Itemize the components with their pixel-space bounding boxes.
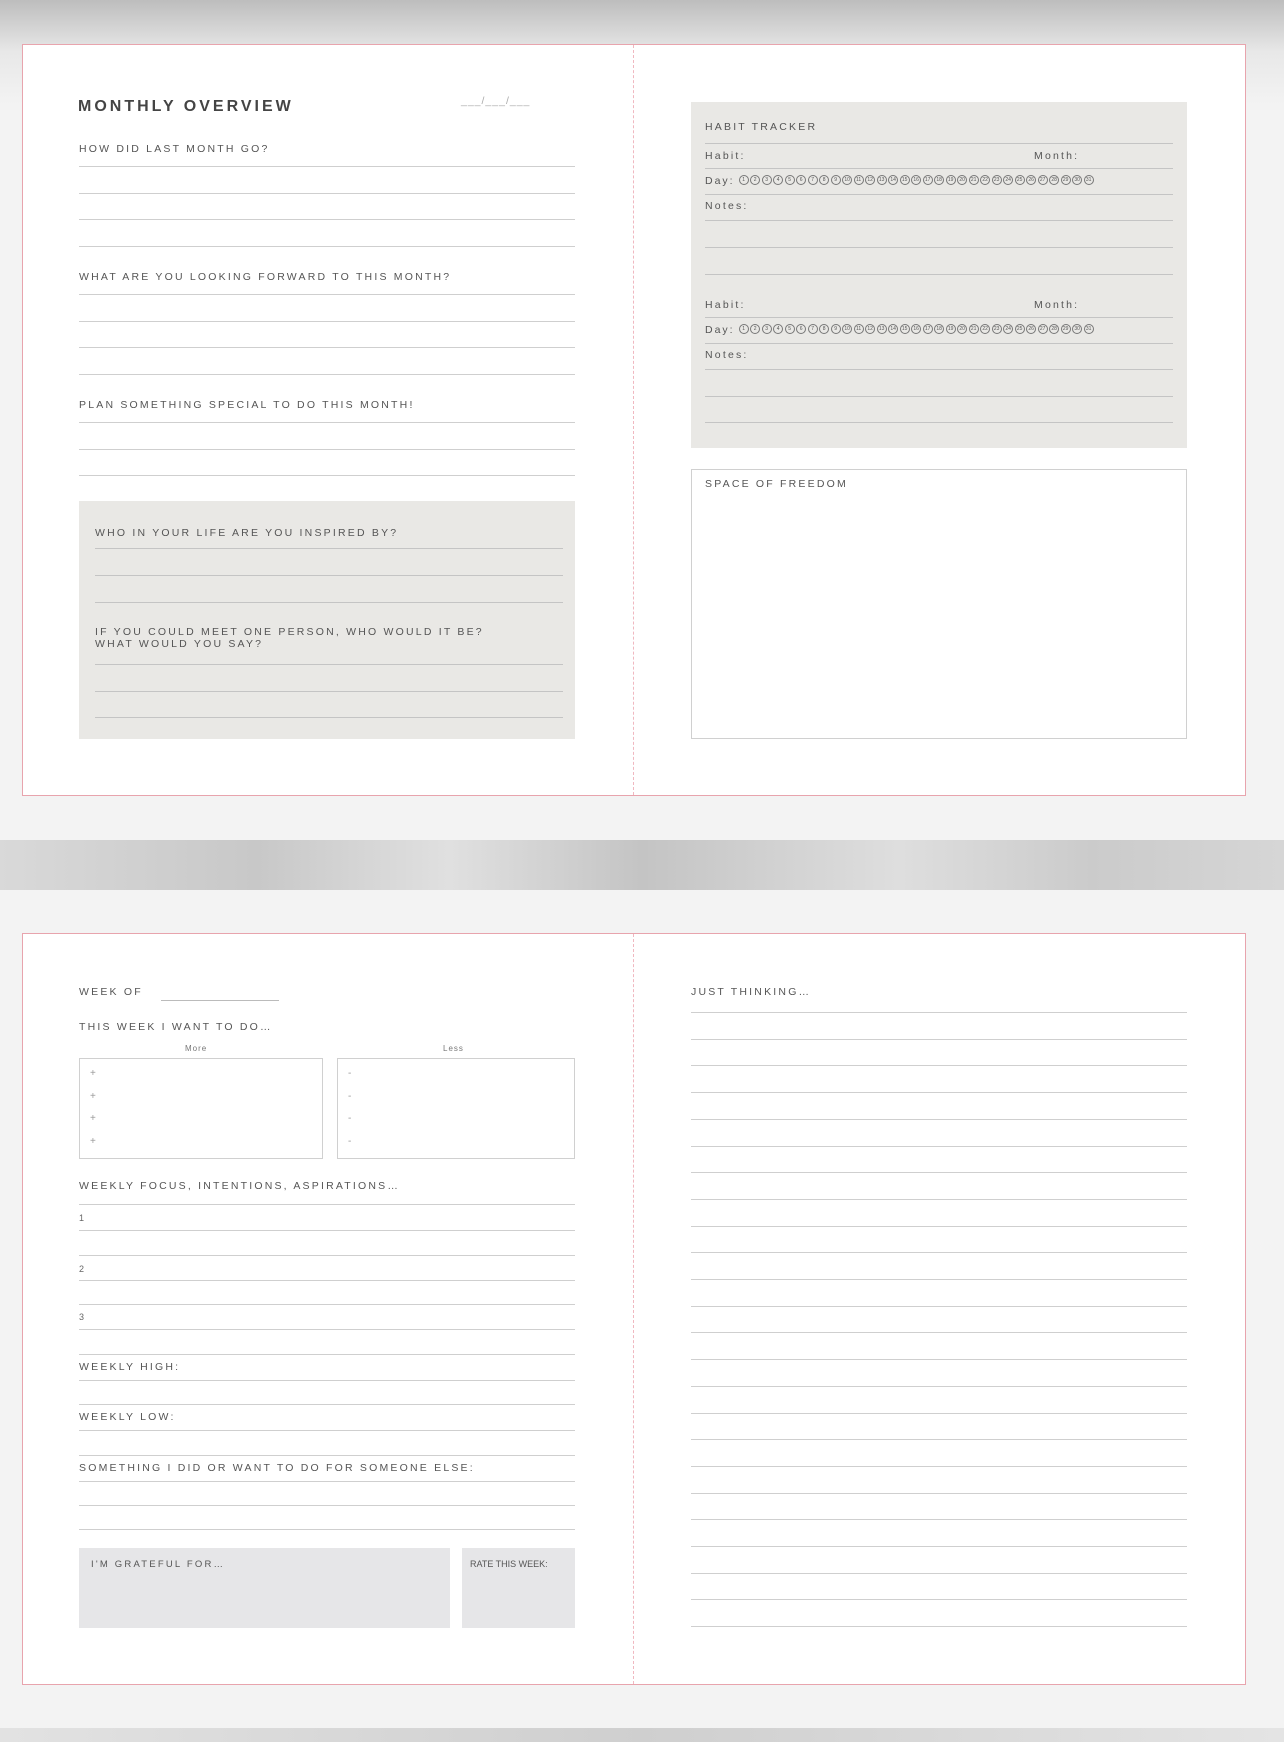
focus-number-1: 1 xyxy=(79,1213,86,1223)
day-circle[interactable]: 23 xyxy=(992,324,1002,334)
more-label: More xyxy=(185,1044,208,1053)
day-circle[interactable]: 16 xyxy=(911,324,921,334)
writing-line[interactable] xyxy=(691,1039,1187,1040)
day-circles xyxy=(739,172,1096,190)
day-circle[interactable]: 8 xyxy=(819,175,829,185)
rate-week-label: RATE THIS WEEK: xyxy=(470,1559,548,1569)
day-circle[interactable]: 30 xyxy=(1072,324,1082,334)
writing-line[interactable] xyxy=(691,1092,1187,1093)
writing-line[interactable] xyxy=(691,1199,1187,1200)
day-circle[interactable]: 4 xyxy=(773,175,783,185)
day-circle[interactable]: 24 xyxy=(1003,324,1013,334)
day-circle[interactable]: 9 xyxy=(831,324,841,334)
space-of-freedom-box[interactable] xyxy=(691,469,1187,739)
writing-line[interactable] xyxy=(79,1529,575,1530)
day-circle[interactable]: 21 xyxy=(969,175,979,185)
day-circle[interactable]: 17 xyxy=(923,324,933,334)
less-label: Less xyxy=(443,1044,464,1053)
writing-line[interactable] xyxy=(95,575,563,576)
writing-line[interactable] xyxy=(705,274,1173,275)
habit-tracker-title: HABIT TRACKER xyxy=(705,121,818,133)
writing-line[interactable] xyxy=(79,1329,575,1330)
habit-tracker-box xyxy=(691,102,1187,448)
writing-line[interactable] xyxy=(79,475,575,476)
question-meet-line1: IF YOU COULD MEET ONE PERSON, WHO WOULD IT BE? xyxy=(95,626,484,638)
writing-line[interactable] xyxy=(705,220,1173,221)
day-circle[interactable]: 18 xyxy=(934,175,944,185)
writing-line[interactable] xyxy=(95,548,563,549)
day-circle[interactable]: 28 xyxy=(1049,324,1059,334)
page-title: MONTHLY OVERVIEW xyxy=(78,98,294,115)
day-circle[interactable]: 11 xyxy=(854,175,864,185)
question-meet-line2: WHAT WOULD YOU SAY? xyxy=(95,638,264,650)
writing-line[interactable] xyxy=(79,1505,575,1506)
minus-bullet: - xyxy=(348,1068,352,1079)
minus-bullet: - xyxy=(348,1113,352,1124)
day-circle[interactable]: 15 xyxy=(900,324,910,334)
day-circle[interactable]: 14 xyxy=(888,324,898,334)
writing-line[interactable] xyxy=(79,347,575,348)
monthly-spread xyxy=(22,44,1246,796)
minus-bullet: - xyxy=(348,1136,352,1147)
plus-bullet: + xyxy=(90,1091,96,1102)
day-circle[interactable]: 12 xyxy=(865,175,875,185)
writing-line[interactable] xyxy=(691,1226,1187,1227)
day-circle[interactable]: 30 xyxy=(1072,175,1082,185)
day-circle[interactable]: 10 xyxy=(842,175,852,185)
writing-line[interactable] xyxy=(691,1146,1187,1147)
writing-line[interactable] xyxy=(79,1255,575,1256)
month-label: Month: xyxy=(1034,299,1080,311)
day-label: Day: xyxy=(705,324,735,336)
day-circle[interactable]: 13 xyxy=(877,324,887,334)
writing-line[interactable] xyxy=(79,1304,575,1305)
spine-fold xyxy=(633,934,634,1684)
day-circle[interactable]: 14 xyxy=(888,175,898,185)
date-slots[interactable]: ___/___/___ xyxy=(461,95,531,107)
writing-line[interactable] xyxy=(691,1279,1187,1280)
writing-line[interactable] xyxy=(79,1404,575,1405)
day-circle[interactable]: 20 xyxy=(957,324,967,334)
writing-line[interactable] xyxy=(691,1413,1187,1414)
day-circle[interactable]: 6 xyxy=(796,324,806,334)
rate-week-box[interactable] xyxy=(462,1548,575,1628)
day-circle[interactable]: 28 xyxy=(1049,175,1059,185)
day-circle[interactable]: 31 xyxy=(1084,175,1094,185)
day-circle[interactable]: 25 xyxy=(1015,324,1025,334)
habit-label: Habit: xyxy=(705,150,746,162)
writing-line[interactable] xyxy=(691,1466,1187,1467)
day-label: Day: xyxy=(705,175,735,187)
writing-line[interactable] xyxy=(79,193,575,194)
day-circle[interactable]: 4 xyxy=(773,324,783,334)
day-circle[interactable]: 15 xyxy=(900,175,910,185)
plus-bullet: + xyxy=(90,1113,96,1124)
writing-line[interactable] xyxy=(691,1332,1187,1333)
writing-line[interactable] xyxy=(691,1519,1187,1520)
weekly-spread xyxy=(22,933,1246,1685)
writing-line[interactable] xyxy=(79,1380,575,1381)
plus-bullet: + xyxy=(90,1068,96,1079)
writing-line[interactable] xyxy=(79,1204,575,1205)
day-circle[interactable]: 18 xyxy=(934,324,944,334)
writing-line[interactable] xyxy=(691,1626,1187,1627)
habit-label: Habit: xyxy=(705,299,746,311)
day-circle[interactable]: 2 xyxy=(750,175,760,185)
day-circle[interactable]: 11 xyxy=(854,324,864,334)
grateful-label: I'M GRATEFUL FOR… xyxy=(91,1559,226,1570)
day-circle[interactable]: 3 xyxy=(762,175,772,185)
question-forward: WHAT ARE YOU LOOKING FORWARD TO THIS MONTH? xyxy=(79,271,452,283)
day-circle[interactable]: 31 xyxy=(1084,324,1094,334)
background-gap xyxy=(0,840,1284,890)
writing-line[interactable] xyxy=(691,1359,1187,1360)
spine-fold xyxy=(633,45,634,795)
day-circle[interactable]: 2 xyxy=(750,324,760,334)
day-circle[interactable]: 5 xyxy=(785,175,795,185)
writing-line[interactable] xyxy=(79,219,575,220)
question-inspired: WHO IN YOUR LIFE ARE YOU INSPIRED BY? xyxy=(95,527,399,539)
writing-line[interactable] xyxy=(79,246,575,247)
writing-line[interactable] xyxy=(705,168,1173,169)
writing-line[interactable] xyxy=(705,369,1173,370)
focus-number-3: 3 xyxy=(79,1312,86,1322)
day-circle[interactable]: 9 xyxy=(831,175,841,185)
day-circle[interactable]: 19 xyxy=(946,324,956,334)
day-circle[interactable]: 1 xyxy=(739,175,749,185)
writing-line[interactable] xyxy=(79,449,575,450)
day-circle[interactable]: 24 xyxy=(1003,175,1013,185)
plus-bullet: + xyxy=(90,1136,96,1147)
day-circle[interactable]: 7 xyxy=(808,175,818,185)
day-circle[interactable]: 1 xyxy=(739,324,749,334)
writing-line[interactable] xyxy=(691,1439,1187,1440)
someone-else-label: SOMETHING I DID OR WANT TO DO FOR SOMEONE ELSE: xyxy=(79,1462,475,1474)
writing-line[interactable] xyxy=(691,1573,1187,1574)
writing-line[interactable] xyxy=(79,374,575,375)
want-to-do-label: THIS WEEK I WANT TO DO… xyxy=(79,1021,273,1033)
writing-line[interactable] xyxy=(79,1481,575,1482)
notes-label: Notes: xyxy=(705,200,749,212)
day-circle[interactable]: 21 xyxy=(969,324,979,334)
writing-line[interactable] xyxy=(705,317,1173,318)
day-circle[interactable]: 29 xyxy=(1061,324,1071,334)
day-circle[interactable]: 8 xyxy=(819,324,829,334)
day-circle[interactable]: 29 xyxy=(1061,175,1071,185)
notes-label: Notes: xyxy=(705,349,749,361)
writing-line[interactable] xyxy=(691,1386,1187,1387)
day-circle[interactable]: 16 xyxy=(911,175,921,185)
day-circle[interactable]: 27 xyxy=(1038,324,1048,334)
question-last-month: HOW DID LAST MONTH GO? xyxy=(79,143,270,155)
month-label: Month: xyxy=(1034,150,1080,162)
day-circle[interactable]: 23 xyxy=(992,175,1002,185)
writing-line[interactable] xyxy=(95,664,563,665)
inspiration-box xyxy=(79,501,575,739)
week-of-label: WEEK OF xyxy=(79,986,143,998)
day-circle[interactable]: 13 xyxy=(877,175,887,185)
writing-line[interactable] xyxy=(79,321,575,322)
day-circle[interactable]: 27 xyxy=(1038,175,1048,185)
day-circle[interactable]: 3 xyxy=(762,324,772,334)
writing-line[interactable] xyxy=(705,247,1173,248)
writing-line[interactable] xyxy=(705,194,1173,195)
writing-line[interactable] xyxy=(79,1280,575,1281)
day-circle[interactable]: 20 xyxy=(957,175,967,185)
writing-line[interactable] xyxy=(691,1306,1187,1307)
focus-number-2: 2 xyxy=(79,1264,86,1274)
just-thinking-title: JUST THINKING… xyxy=(691,986,812,998)
week-of-line[interactable] xyxy=(161,1000,279,1001)
writing-line[interactable] xyxy=(79,1430,575,1431)
less-box[interactable] xyxy=(337,1058,575,1159)
writing-line[interactable] xyxy=(691,1493,1187,1494)
divider xyxy=(705,143,1173,144)
day-row xyxy=(705,172,1095,190)
background-bottom xyxy=(0,1728,1284,1742)
day-circle[interactable]: 26 xyxy=(1026,175,1036,185)
space-of-freedom-title: SPACE OF FREEDOM xyxy=(705,478,848,490)
writing-line[interactable] xyxy=(79,1230,575,1231)
writing-line[interactable] xyxy=(691,1012,1187,1013)
writing-line[interactable] xyxy=(691,1599,1187,1600)
more-box[interactable] xyxy=(79,1058,323,1159)
day-circle[interactable]: 25 xyxy=(1015,175,1025,185)
grateful-box[interactable] xyxy=(79,1548,450,1628)
day-circle[interactable]: 17 xyxy=(923,175,933,185)
writing-line[interactable] xyxy=(79,166,575,167)
writing-line[interactable] xyxy=(705,422,1173,423)
day-row xyxy=(705,321,1095,339)
writing-line[interactable] xyxy=(705,396,1173,397)
question-special: PLAN SOMETHING SPECIAL TO DO THIS MONTH! xyxy=(79,399,415,411)
writing-line[interactable] xyxy=(691,1252,1187,1253)
day-circle[interactable]: 12 xyxy=(865,324,875,334)
writing-line[interactable] xyxy=(691,1546,1187,1547)
writing-line[interactable] xyxy=(691,1119,1187,1120)
writing-line[interactable] xyxy=(79,294,575,295)
writing-line[interactable] xyxy=(95,691,563,692)
writing-line[interactable] xyxy=(95,602,563,603)
day-circle[interactable]: 5 xyxy=(785,324,795,334)
weekly-high-label: WEEKLY HIGH: xyxy=(79,1361,181,1373)
weekly-low-label: WEEKLY LOW: xyxy=(79,1411,176,1423)
day-circle[interactable]: 7 xyxy=(808,324,818,334)
writing-line[interactable] xyxy=(95,717,563,718)
writing-line[interactable] xyxy=(691,1065,1187,1066)
weekly-focus-label: WEEKLY FOCUS, INTENTIONS, ASPIRATIONS… xyxy=(79,1180,401,1192)
writing-line[interactable] xyxy=(79,1455,575,1456)
day-circle[interactable]: 26 xyxy=(1026,324,1036,334)
writing-line[interactable] xyxy=(691,1172,1187,1173)
day-circle[interactable]: 19 xyxy=(946,175,956,185)
day-circles xyxy=(739,321,1096,339)
day-circle[interactable]: 10 xyxy=(842,324,852,334)
minus-bullet: - xyxy=(348,1091,352,1102)
writing-line[interactable] xyxy=(79,1354,575,1355)
day-circle[interactable]: 6 xyxy=(796,175,806,185)
day-circle[interactable]: 22 xyxy=(980,175,990,185)
writing-line[interactable] xyxy=(705,343,1173,344)
day-circle[interactable]: 22 xyxy=(980,324,990,334)
writing-line[interactable] xyxy=(79,422,575,423)
